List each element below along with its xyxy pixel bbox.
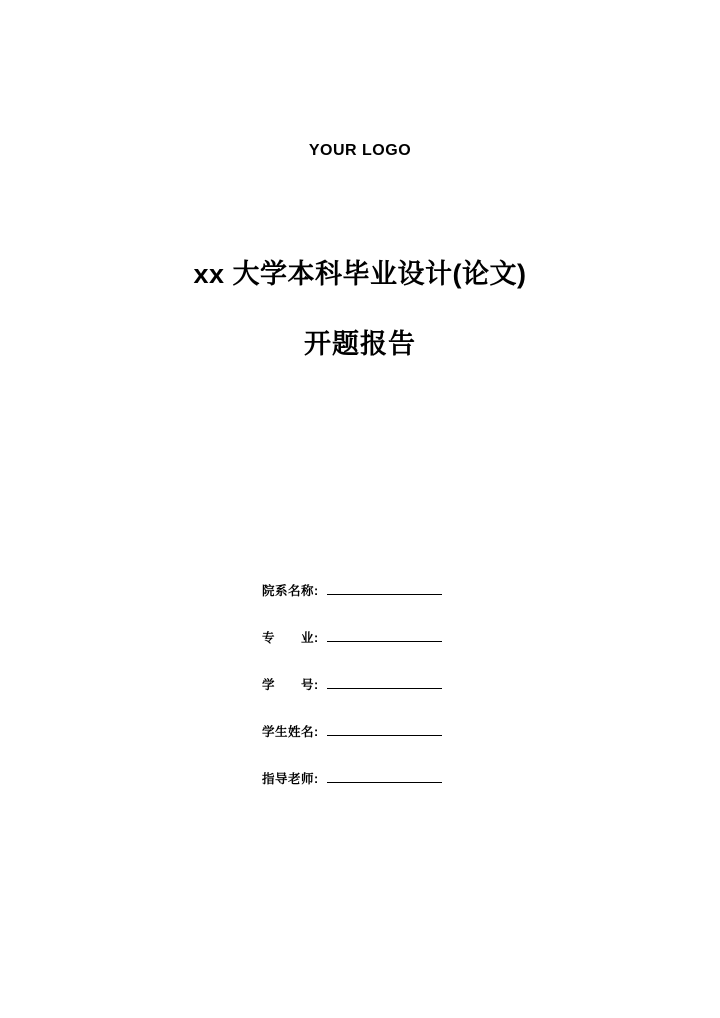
field-blank-student-name[interactable]: [327, 721, 442, 736]
field-label-major: 专 业:: [262, 631, 319, 645]
title-block: [0, 258, 720, 362]
document-title-sub: 开题报告: [304, 328, 416, 359]
field-blank-student-id[interactable]: [327, 674, 442, 689]
form-fields: [0, 580, 720, 815]
field-row-student-name: [0, 721, 720, 743]
field-label-department: 院系名称:: [262, 584, 319, 598]
field-row-student-id: [0, 674, 720, 696]
field-row-advisor: [0, 768, 720, 790]
field-blank-department[interactable]: [327, 580, 442, 595]
field-label-student-name: 学生姓名:: [262, 725, 319, 739]
field-blank-major[interactable]: [327, 627, 442, 642]
field-label-student-id: 学 号:: [262, 678, 319, 692]
field-row-major: [0, 627, 720, 649]
field-row-department: [0, 580, 720, 602]
field-blank-advisor[interactable]: [327, 768, 442, 783]
document-title-main: xx 大学本科毕业设计(论文): [193, 259, 527, 289]
field-label-advisor: 指导老师:: [262, 772, 319, 786]
logo-placeholder: YOUR LOGO: [308, 142, 412, 159]
